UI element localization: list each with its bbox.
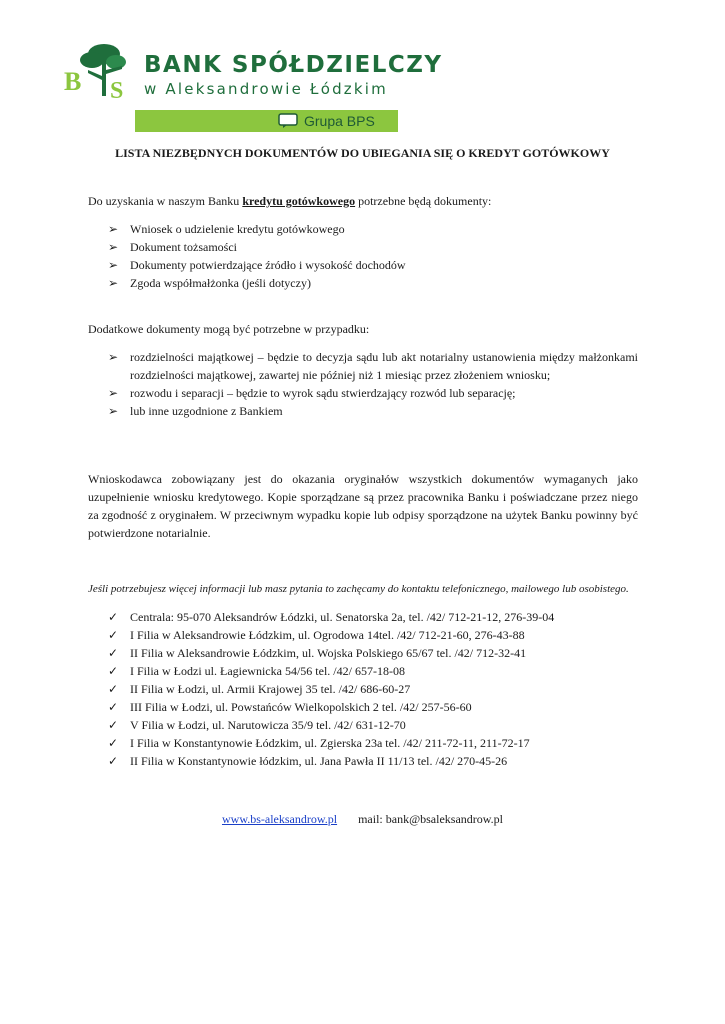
additional-intro: Dodatkowe dokumenty mogą być potrzebne w przypadku: — [88, 322, 370, 336]
branch-item — [108, 734, 638, 752]
checkmark-icon: ✓ — [108, 700, 119, 714]
branch-item — [108, 626, 638, 644]
branch-text: II Filia w Aleksandrowie Łódzkim, ul. Wojska Polskiego 65/67 tel. /42/ 712-32-41 — [130, 646, 527, 660]
intro-text-before: Do uzyskania w naszym Banku — [88, 194, 243, 208]
checkmark-icon: ✓ — [108, 736, 119, 750]
required-documents-list — [108, 220, 638, 292]
checkmark-icon: ✓ — [108, 754, 119, 768]
intro-emphasis: kredytu gotówkowego — [242, 194, 356, 208]
list-item-text: lub inne uzgodnione z Bankiem — [130, 404, 283, 418]
branch-text: II Filia w Łodzi, ul. Armii Krajowej 35 tel. /42/ 686-60-27 — [130, 682, 411, 696]
additional-documents-list — [108, 348, 638, 420]
svg-text:B: B — [64, 67, 82, 96]
branch-text: II Filia w Konstantynowie łódzkim, ul. Jana Pawła II 11/13 tel. /42/ 270-45-26 — [130, 754, 508, 768]
branch-item — [108, 698, 638, 716]
branch-item — [108, 716, 638, 734]
checkmark-icon: ✓ — [108, 610, 119, 624]
checkmark-icon: ✓ — [108, 646, 119, 660]
document-title: LISTA NIEZBĘDNYCH DOKUMENTÓW DO UBIEGANIA SIĘ O KREDYT GOTÓWKOWY — [115, 146, 610, 160]
intro-text-after: potrzebne będą dokumenty: — [355, 194, 492, 208]
list-item-text: Wniosek o udzielenie kredytu gotówkowego — [130, 222, 345, 236]
originals-notice: Wnioskodawca zobowiązany jest do okazania oryginałów wszystkich dokumentów wymaganych jako uzupełnienie wniosku kredytowego. Kopie sporządzane są przez pracownika Banku i poświadczane przez niego za zgodność z oryginałem. W przeciwnym wypadku kopie lub odpisy sporządzone na użytek Banku powinny być potwierdzone notarialnie. — [88, 472, 638, 540]
list-item-text: rozdzielności majątkowej – będzie to decyzja sądu lub akt notarialny ustanowienia między małżonkami rozdzielności majątkowej, zawartej nie później niż 1 miesiąc przez złożeniem wniosku; — [130, 350, 638, 382]
list-item — [108, 238, 638, 256]
arrow-bullet-icon: ➢ — [108, 404, 119, 418]
branch-item — [108, 608, 638, 626]
bank-location: w Aleksandrowie Łódzkim — [144, 80, 388, 98]
checkmark-icon: ✓ — [108, 682, 119, 696]
arrow-bullet-icon: ➢ — [108, 350, 119, 364]
grupa-bps-badge — [278, 110, 375, 132]
bs-tree-logo-icon — [62, 40, 134, 102]
list-item — [108, 256, 638, 274]
contact-footer — [0, 812, 725, 827]
email-text: mail: bank@bsaleksandrow.pl — [358, 812, 503, 826]
branch-item — [108, 644, 638, 662]
intro-paragraph — [88, 192, 638, 210]
letterhead — [0, 0, 725, 135]
speech-bubble-icon — [278, 113, 298, 129]
branch-text: I Filia w Łodzi ul. Łagiewnicka 54/56 tel. /42/ 657-18-08 — [130, 664, 405, 678]
branch-item — [108, 752, 638, 770]
website-link[interactable]: www.bs-aleksandrow.pl — [221, 812, 338, 826]
list-item — [108, 384, 638, 402]
branch-text: III Filia w Łodzi, ul. Powstańców Wielkopolskich 2 tel. /42/ 257-56-60 — [130, 700, 472, 714]
branch-text: V Filia w Łodzi, ul. Narutowicza 35/9 tel. /42/ 631-12-70 — [130, 718, 406, 732]
branch-item — [108, 662, 638, 680]
list-item-text: Dokumenty potwierdzające źródło i wysokość dochodów — [130, 258, 406, 272]
branch-text: Centrala: 95-070 Aleksandrów Łódzki, ul. Senatorska 2a, tel. /42/ 712-21-12, 276-39-04 — [130, 610, 555, 624]
checkmark-icon: ✓ — [108, 664, 119, 678]
contact-invitation: Jeśli potrzebujesz więcej informacji lub masz pytania to zachęcamy do kontaktu telefonicznego, mailowego lub osobistego. — [88, 583, 629, 595]
arrow-bullet-icon: ➢ — [108, 276, 119, 290]
checkmark-icon: ✓ — [108, 628, 119, 642]
list-item-text: Zgoda współmałżonka (jeśli dotyczy) — [130, 276, 311, 290]
arrow-bullet-icon: ➢ — [108, 222, 119, 236]
branch-text: I Filia w Aleksandrowie Łódzkim, ul. Ogrodowa 14tel. /42/ 712-21-60, 276-43-88 — [130, 628, 525, 642]
branch-list — [108, 608, 638, 770]
arrow-bullet-icon: ➢ — [108, 258, 119, 272]
branch-item — [108, 680, 638, 698]
list-item — [108, 274, 638, 292]
list-item — [108, 220, 638, 238]
list-item — [108, 348, 638, 384]
arrow-bullet-icon: ➢ — [108, 386, 119, 400]
bank-name: BANK SPÓŁDZIELCZY — [144, 52, 443, 78]
list-item-text: rozwodu i separacji – będzie to wyrok sądu stwierdzający rozwód lub separację; — [130, 386, 516, 400]
checkmark-icon: ✓ — [108, 718, 119, 732]
list-item-text: Dokument tożsamości — [130, 240, 237, 254]
svg-text:S: S — [110, 78, 124, 102]
group-label: Grupa BPS — [304, 113, 375, 129]
list-item — [108, 402, 638, 420]
branch-text: I Filia w Konstantynowie Łódzkim, ul. Zgierska 23a tel. /42/ 211-72-11, 211-72-17 — [130, 736, 530, 750]
arrow-bullet-icon: ➢ — [108, 240, 119, 254]
